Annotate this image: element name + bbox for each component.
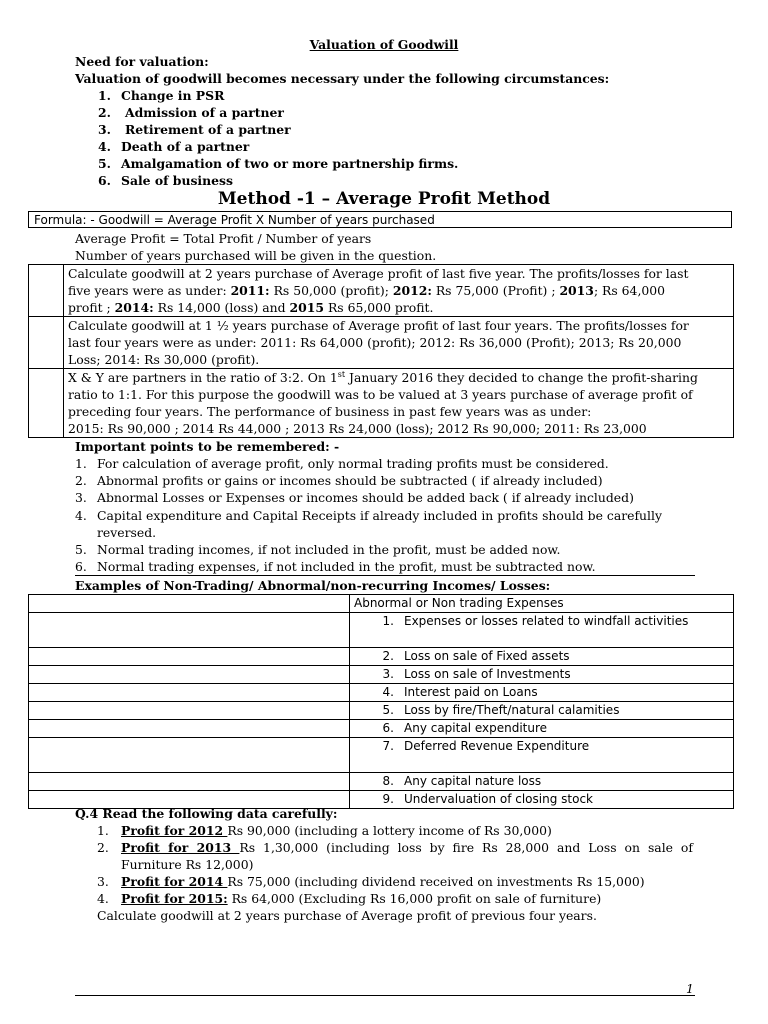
income-cell (29, 720, 350, 738)
list-number: 3. (97, 874, 109, 889)
table-row (29, 720, 734, 738)
years-note: Number of years purchased will be given in the question. (75, 248, 437, 263)
expense-cell: 9. Undervaluation of closing stock (350, 791, 734, 809)
question-cell (64, 317, 734, 369)
list-number: 1. (97, 823, 109, 838)
income-cell (29, 702, 350, 720)
list-item: Abnormal Losses or Expenses or incomes should be added back ( if already included) (97, 490, 634, 505)
expense-cell: 7. Deferred Revenue Expenditure (350, 738, 734, 773)
question-text: X & Y are partners in the ratio of 3:2. On 1st January 2016 they decided to change the profit-sharing (68, 369, 698, 385)
examples-heading: Examples of Non-Trading/ Abnormal/non-recurring Incomes/ Losses: (75, 578, 551, 593)
list-item: Death of a partner (121, 139, 250, 154)
question-text: Loss; 2014: Rs 30,000 (profit). (68, 352, 260, 367)
average-profit-formula: Average Profit = Total Profit / Number of years (75, 231, 372, 246)
list-number: 1. (75, 456, 87, 471)
list-item: Capital expenditure and Capital Receipts if already included in profits should be carefully (97, 508, 662, 523)
question-text: Calculate goodwill at 1 ½ years purchase of Average profit of last four years. The profits/losses for (68, 318, 689, 333)
income-cell (29, 738, 350, 773)
table-row (29, 648, 734, 666)
list-item: For calculation of average profit, only normal trading profits must be considered. (97, 456, 609, 471)
question-text: preceding four years. The performance of business in past few years was as under: (68, 404, 592, 419)
table-row (29, 265, 734, 317)
list-item: Retirement of a partner (125, 122, 291, 137)
question-cell (64, 369, 734, 438)
list-number: 2. (97, 840, 109, 855)
list-item: Normal trading incomes, if not included in the profit, must be added now. (97, 542, 561, 557)
points-heading: Important points to be remembered: - (75, 439, 340, 454)
list-number: 6. (75, 559, 87, 574)
formula-text: Formula: - Goodwill = Average Profit X Number of years purchased (34, 213, 435, 227)
page-number: 1 (686, 981, 694, 996)
income-cell (29, 648, 350, 666)
question-number-cell (29, 369, 64, 438)
expense-cell: 4. Interest paid on Loans (350, 684, 734, 702)
table-row (29, 666, 734, 684)
method-heading: Method -1 – Average Profit Method (217, 189, 551, 209)
list-number: 5. (75, 542, 87, 557)
list-number: 3. (75, 490, 87, 505)
expense-cell: 2. Loss on sale of Fixed assets (350, 648, 734, 666)
table-row (29, 595, 734, 613)
income-cell (29, 666, 350, 684)
income-cell (29, 613, 350, 648)
footer-rule (75, 995, 695, 996)
question-text: 2015: Rs 90,000 ; 2014 Rs 44,000 ; 2013 Rs 24,000 (loss); 2012 Rs 90,000; 2011: Rs 23,000 (68, 421, 647, 436)
table-row (29, 738, 734, 773)
income-cell (29, 773, 350, 791)
list-number: 2. (75, 473, 87, 488)
list-item: Profit for 2014 Rs 75,000 (including dividend received on investments Rs 15,000) (121, 874, 645, 889)
list-item: Admission of a partner (125, 105, 284, 120)
table-row (29, 613, 734, 648)
examples-table (28, 594, 734, 809)
list-item: Abnormal profits or gains or incomes should be subtracted ( if already included) (97, 473, 603, 488)
income-cell (29, 595, 350, 613)
table-row (29, 684, 734, 702)
list-number: 4. (75, 508, 87, 523)
list-item: Change in PSR (121, 88, 225, 103)
q4-closing: Calculate goodwill at 2 years purchase of Average profit of previous four years. (97, 908, 597, 923)
formula-box (28, 211, 732, 228)
list-item: Sale of business (121, 173, 233, 188)
list-item: Normal trading expenses, if not included in the profit, must be subtracted now. (97, 559, 596, 574)
table-row (29, 702, 734, 720)
need-intro: Valuation of goodwill becomes necessary under the following circumstances: (75, 71, 610, 86)
expense-cell: 1. Expenses or losses related to windfall activities (350, 613, 734, 648)
question-text: last four years were as under: 2011: Rs 64,000 (profit); 2012: Rs 36,000 (Profit); 2013; Rs 20,000 (68, 335, 682, 350)
list-number: 1. (98, 88, 111, 103)
question-number-cell (29, 317, 64, 369)
list-item: Profit for 2015: Rs 64,000 (Excluding Rs 16,000 profit on sale of furniture) (121, 891, 602, 906)
question-text: ratio to 1:1. For this purpose the goodwill was to be valued at 3 years purchase of average profit of (68, 387, 693, 402)
list-number: 6. (98, 173, 111, 188)
question-cell (64, 265, 734, 317)
list-number: 4. (98, 139, 111, 154)
questions-table (28, 264, 734, 438)
expense-cell: 3. Loss on sale of Investments (350, 666, 734, 684)
list-number: 5. (98, 156, 111, 171)
expense-cell: 5. Loss by fire/Theft/natural calamities (350, 702, 734, 720)
question-text: Calculate goodwill at 2 years purchase of Average profit of last five year. The profits/losses for last (68, 266, 689, 281)
table-row (29, 773, 734, 791)
question-number-cell (29, 265, 64, 317)
q4-heading: Q.4 Read the following data carefully: (75, 806, 338, 821)
list-item: Furniture Rs 12,000) (121, 857, 254, 872)
list-item: Profit for 2012 Rs 90,000 (including a lottery income of Rs 30,000) (121, 823, 552, 838)
list-item: Amalgamation of two or more partnership firms. (121, 156, 459, 171)
list-number: 2. (98, 105, 111, 120)
need-heading: Need for valuation: (75, 54, 209, 69)
expense-cell: 6. Any capital expenditure (350, 720, 734, 738)
table-row (29, 317, 734, 369)
list-item: Profit for 2013 Rs 1,30,000 (including loss by fire Rs 28,000 and Loss on sale of (121, 840, 693, 855)
page-title: Valuation of Goodwill (309, 37, 459, 52)
expense-cell: 8. Any capital nature loss (350, 773, 734, 791)
divider (75, 575, 695, 576)
expenses-header: Abnormal or Non trading Expenses (350, 595, 734, 613)
list-number: 3. (98, 122, 111, 137)
list-number: 4. (97, 891, 109, 906)
list-item: reversed. (97, 525, 157, 540)
table-row (29, 369, 734, 438)
income-cell (29, 684, 350, 702)
question-text: profit ; 2014: Rs 14,000 (loss) and 2015 Rs 65,000 profit. (68, 300, 434, 315)
question-text: five years were as under: 2011: Rs 50,000 (profit); 2012: Rs 75,000 (Profit) ; 2013; Rs 64,000 (68, 283, 666, 298)
